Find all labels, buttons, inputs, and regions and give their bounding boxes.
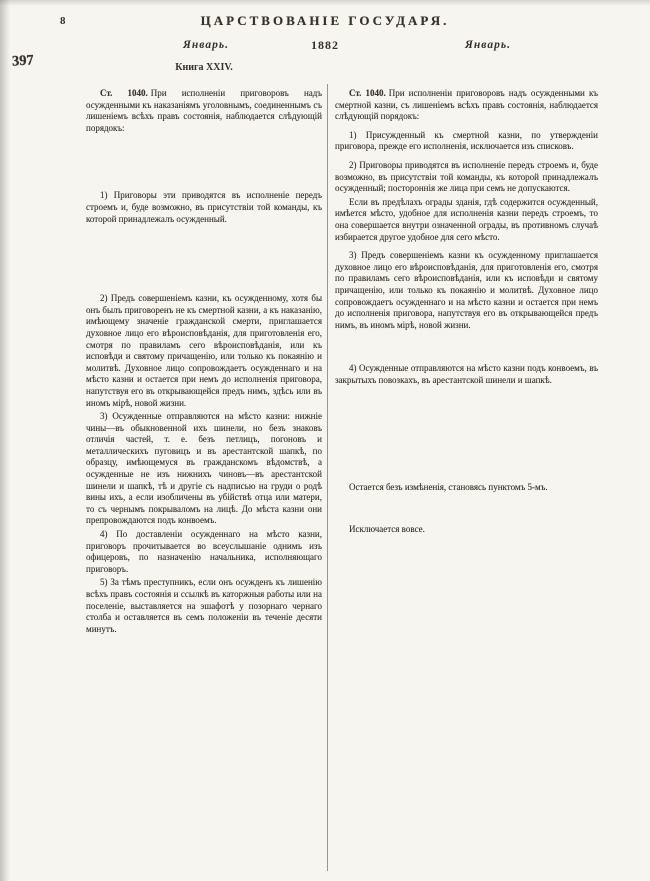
page-title: ЦАРСТВОВАНІЕ ГОСУДАРЯ. bbox=[200, 13, 450, 28]
book-heading: Книга XXIV. bbox=[175, 62, 233, 73]
article-item: 2) Приговоры приводятся въ исполненіе передъ строемъ и, буде возможно, въ присутствіи той команды, къ которой принадлежалъ осужденный; постороннія же лица при семъ не допускаются. bbox=[335, 159, 598, 194]
margin-number: 397 bbox=[11, 52, 35, 70]
article-item: 2) Предъ совершеніемъ казни, къ осужденному, хотя бы онъ былъ приговоренъ не къ смертной казни, а къ наказанію, имѣющему значеніе гражданской смерти, приглашается духовное лицо его вѣроисповѣданія, для приготовленія его, смотря по правиламъ сего вѣроисповѣданія, или къ исповѣди и святому причащенію, или только къ покаянію и молитвѣ. Духовное лицо сопровождаетъ осужденнаго и на мѣсто казни и остается при немъ до исполненія приговора, напутствуя его въ открывающейся предъ нимъ, здѣсь или въ иномъ мірѣ, новой жизни. bbox=[86, 293, 322, 408]
article-item: 1) Присужденный къ смертной казни, по утвержденіи приговора, прежде его исполненія, исключается изъ списковъ. bbox=[335, 129, 598, 152]
article-intro bbox=[86, 88, 322, 134]
running-head-month-left: Январь. bbox=[183, 39, 229, 51]
running-head-month-right: Январь. bbox=[465, 39, 511, 51]
article-text: При исполненіи приговоровъ надъ осужденными къ наказаніямъ уголовнымъ, соединеннымъ съ лишеніемъ всѣхъ правъ состоянія, наблюдается слѣдующій порядокъ: bbox=[86, 88, 322, 133]
left-column bbox=[86, 88, 322, 635]
article-item: 3) Осужденные отправляются на мѣсто казни: нижніе чины—въ обыкновенной ихъ шинели, но безъ знаковъ отличія частей, т. е. безъ петлицъ, погоновъ и металлическихъ пуговицъ и въ арестантской шапкѣ, по образцу, имѣющемуся въ гражданскомъ вѣдомствѣ, а осужденные не изъ нижнихъ чиновъ—въ арестантской шинели и шапкѣ, тѣ и другіе съ надписью на груди о родѣ вины ихъ, а если изобличены въ убійствѣ отца или матери, то съ чернымъ покрываломъ на лицѣ. До мѣста казни они препровождаются подъ конвоемъ. bbox=[86, 411, 322, 526]
article-item: 1) Приговоры эти приводятся въ исполненіе передъ строемъ и, буде возможно, въ присутствіи той команды, къ которой принадлежалъ осужденный. bbox=[86, 190, 322, 224]
article-text: При исполненіи приговоровъ надъ осужденными къ смертной казни, съ лишеніемъ всѣхъ правъ состоянія, наблюдается слѣдующій порядокъ: bbox=[335, 88, 599, 122]
page-number: 8 bbox=[60, 15, 66, 27]
article-intro bbox=[335, 88, 598, 123]
article-number: Ст. 1040. bbox=[100, 88, 148, 98]
right-column bbox=[335, 88, 598, 536]
article-item: 5) За тѣмъ преступникъ, если онъ осужденъ къ лишенію всѣхъ правъ состоянія и ссылкѣ въ каторжныя работы или на поселеніе, выставляется на эшафотѣ у позорнаго чернаго столба и оставляется въ семъ положеніи въ теченіе десяти минутъ. bbox=[86, 577, 322, 634]
editorial-note: Исключается вовсе. bbox=[349, 524, 425, 535]
article-item: 4) Осужденные отправляются на мѣсто казни подъ конвоемъ, въ закрытыхъ повозкахъ, въ арестантской шинели и шапкѣ. bbox=[335, 363, 598, 385]
article-item: 3) Предъ совершеніемъ казни къ осужденному приглашается духовное лицо его вѣроисповѣданія, для приготовленія его, смотря по правиламъ сего вѣроисповѣданія, или къ исповѣди и святому причащенію, или только къ покаянію и молитвѣ. Духовное лицо сопровождаетъ осужденнаго и на мѣсто казни и остается при немъ до исполненія приговора, напутствуя его въ открывающейся предъ нимъ, въ иномъ мірѣ, новой жизни. bbox=[335, 250, 598, 330]
article-item: Если въ предѣлахъ ограды зданія, гдѣ содержится осужденный, имѣется мѣсто, удобное для исполненія казни передъ строемъ, то она совершается внутри означенной ограды, въ противномъ случаѣ избирается другое удобное для сего мѣсто. bbox=[335, 196, 598, 242]
column-divider bbox=[327, 84, 328, 871]
editorial-note: Остается безъ измѣненія, становясь пунктомъ 5-мъ. bbox=[349, 482, 548, 493]
article-item: 4) По доставленіи осужденнаго на мѣсто казни, приговоръ прочитывается во всеуслышаніе однимъ изъ офицеровъ, по назначенію начальника, исполняющаго приговоръ. bbox=[86, 529, 322, 574]
article-number: Ст. 1040. bbox=[349, 88, 386, 98]
running-head-year: 1882 bbox=[311, 38, 339, 52]
